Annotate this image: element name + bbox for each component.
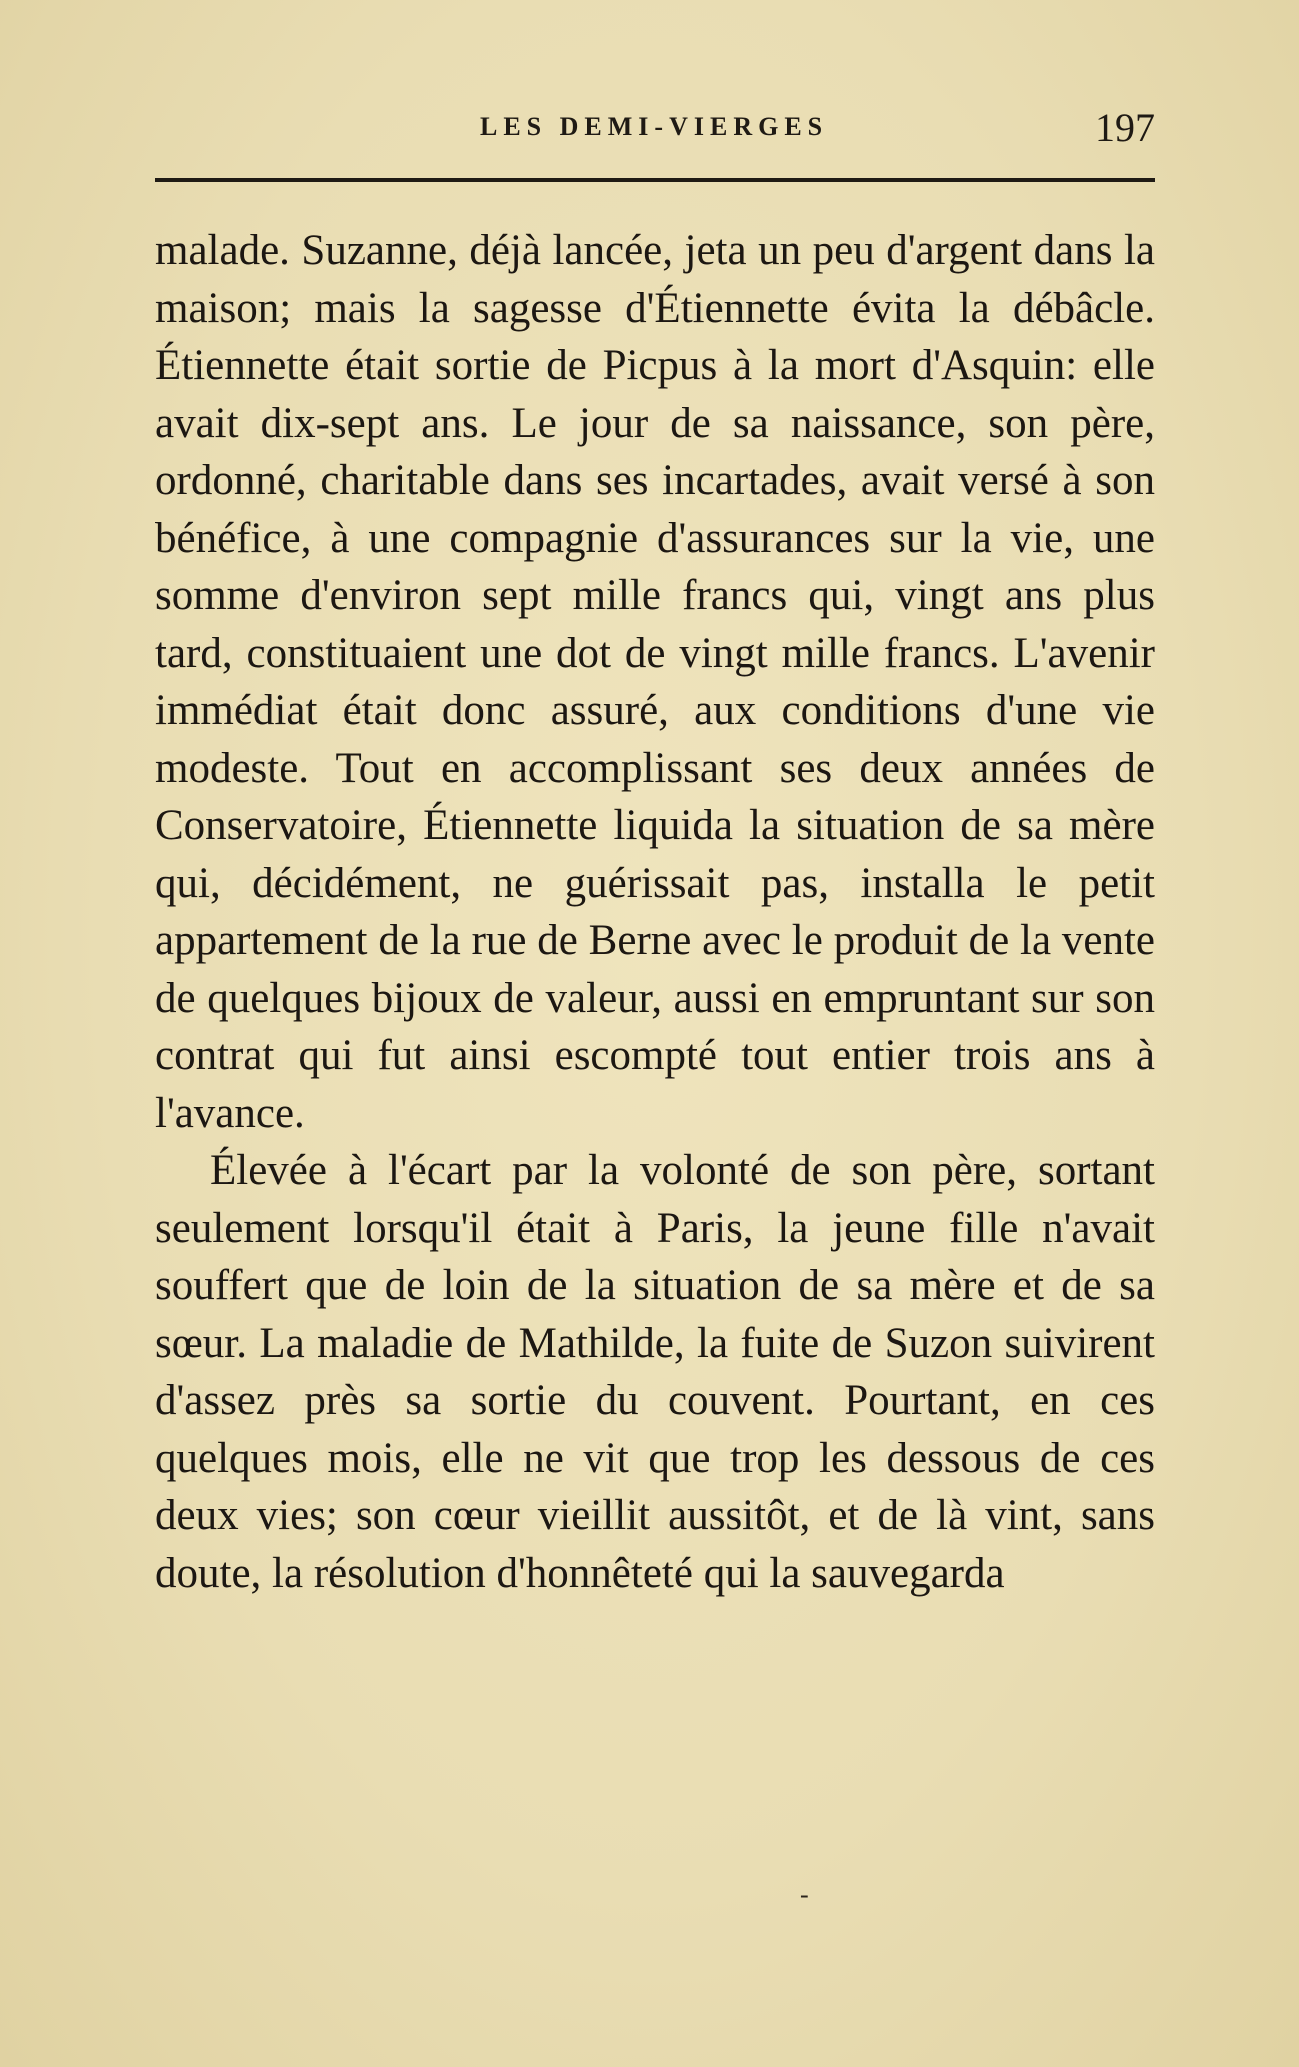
catchword-mark: - — [800, 1880, 809, 1909]
page-number: 197 — [1095, 105, 1155, 150]
page-header — [155, 104, 1155, 154]
paragraph-1: malade. Suzanne, déjà lancée, jeta un peu d'argent dans la maison; mais la sagesse d'Étiennette évita la débâcle. Étiennette était sortie de Picpus à la mort d'Asquin: elle avait dix-sept ans. Le jour de sa naissance, son père, ordonné, charitable dans ses incartades, avait versé à son bénéfice, à une compagnie d'assurances sur la vie, une somme d'environ sept mille francs qui, vingt ans plus tard, constituaient une dot de vingt mille francs. L'avenir immédiat était donc assuré, aux conditions d'une vie modeste. Tout en accomplissant ses deux années de Conservatoire, Étiennette liquida la situation de sa mère qui, décidément, ne guérissait pas, installa le petit appartement de la rue de Berne avec le produit de la vente de quelques bijoux de valeur, aussi en empruntant sur son contrat qui fut ainsi escompté tout entier trois ans à l'avance. — [155, 227, 1155, 1137]
header-rule — [155, 178, 1155, 182]
body-text — [155, 222, 1155, 1602]
paragraph-2: Élevée à l'écart par la volonté de son père, sortant seulement lorsqu'il était à Paris, la jeune fille n'avait souffert que de loin de la situation de sa mère et de sa sœur. La maladie de Mathilde, la fuite de Suzon suivirent d'assez près sa sortie du couvent. Pourtant, en ces quelques mois, elle ne vit que trop les dessous de ces deux vies; son cœur vieillit aussitôt, et de là vint, sans doute, la résolution d'honnêteté qui la sauvegarda — [155, 1147, 1155, 1597]
running-title: LES DEMI-VIERGES — [480, 112, 829, 141]
